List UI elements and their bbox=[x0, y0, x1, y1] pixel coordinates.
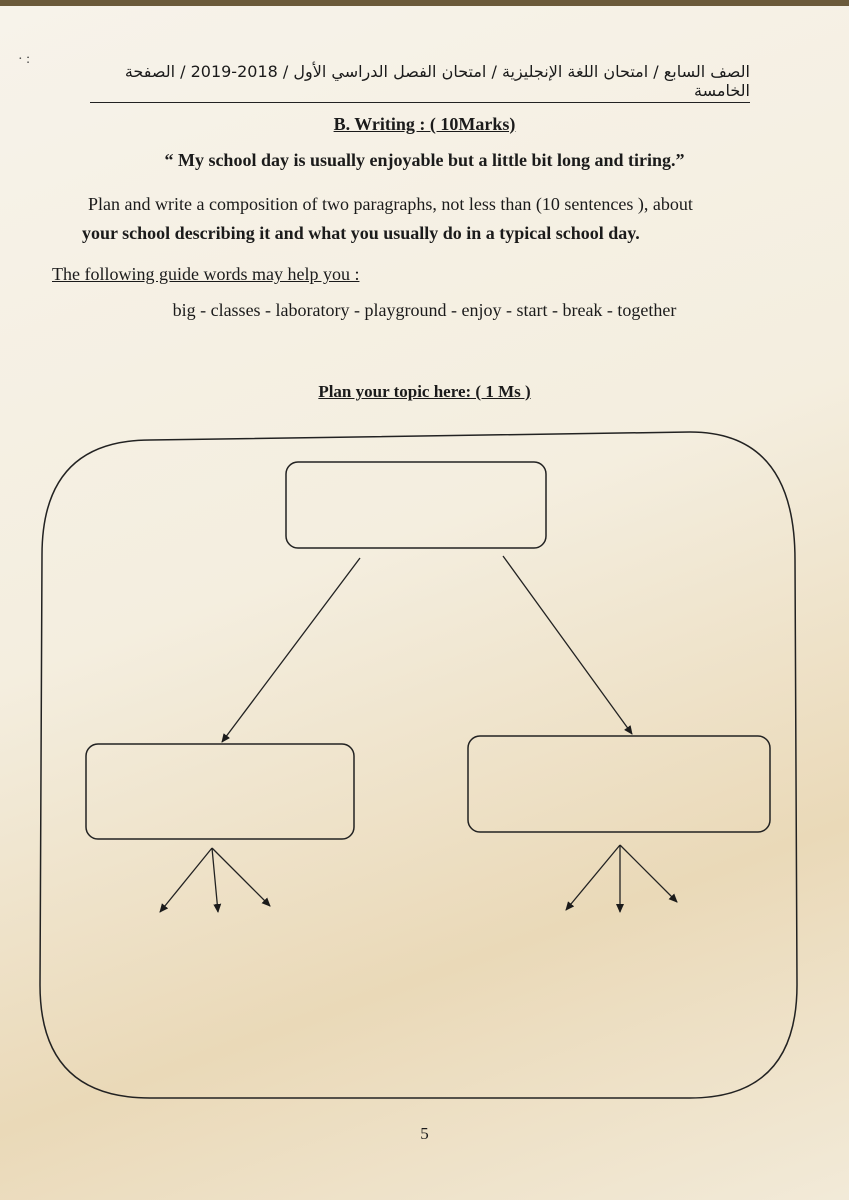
left-sub-arrow-3 bbox=[212, 848, 270, 906]
left-sub-arrow-1 bbox=[160, 848, 212, 912]
topic-quote: “ My school day is usually enjoyable but a little bit long and tiring.” bbox=[164, 150, 685, 170]
right-sub-arrow-3 bbox=[620, 845, 677, 902]
section-title: B. Writing : ( 10Marks) bbox=[333, 114, 516, 134]
instructions-line-1: Plan and write a composition of two paragraphs, not less than (10 sentences ), about bbox=[88, 194, 693, 214]
paragraph-one-box[interactable] bbox=[86, 744, 354, 839]
guide-words-list: big - classes - laboratory - playground - enjoy - start - break - together bbox=[172, 300, 677, 320]
plan-heading: Plan your topic here: ( 1 Ms ) bbox=[318, 382, 531, 401]
instructions-line-2: your school describing it and what you usually do in a typical school day. bbox=[82, 223, 640, 243]
right-sub-arrow-1 bbox=[566, 845, 620, 910]
page-header: الصف السابع / امتحان اللغة الإنجليزية / امتحان الفصل الدراسي الأول / 2018-2019 / الصفحة الخامسة bbox=[90, 62, 750, 103]
main-idea-box[interactable] bbox=[286, 462, 546, 548]
margin-marks: · : bbox=[18, 52, 31, 67]
arrow-to-right-box bbox=[503, 556, 632, 734]
left-sub-arrow-2 bbox=[212, 848, 218, 912]
page-number: 5 bbox=[420, 1124, 429, 1143]
paragraph-two-box[interactable] bbox=[468, 736, 770, 832]
outer-frame bbox=[40, 432, 797, 1098]
arrow-to-left-box bbox=[222, 558, 360, 742]
guide-words-heading: The following guide words may help you : bbox=[52, 264, 360, 284]
